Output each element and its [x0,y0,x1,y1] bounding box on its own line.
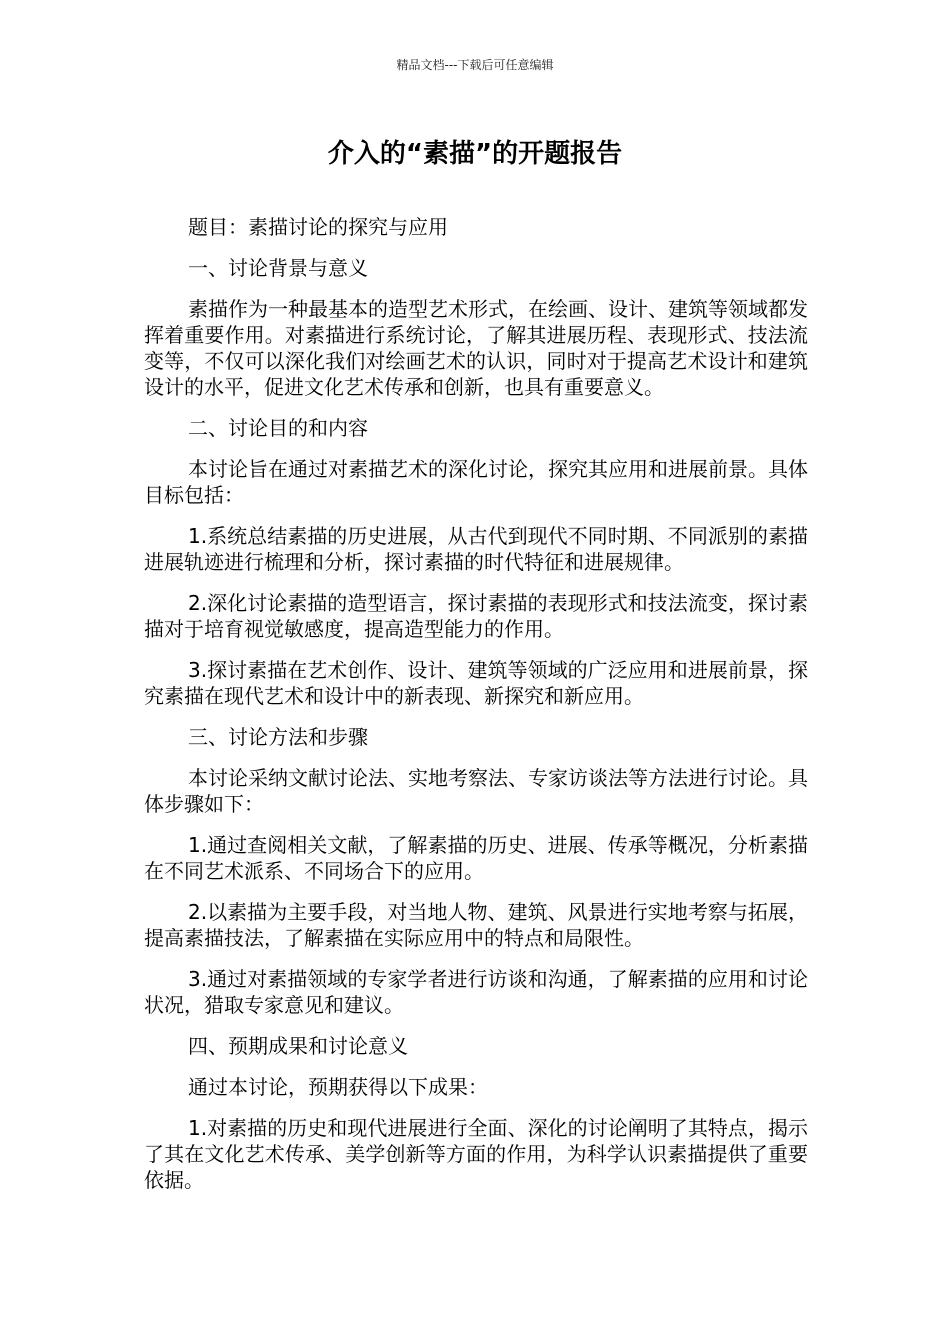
outcome-item-1: 1.对素描的历史和现代进展进行全面、深化的讨论阐明了其特点，揭示了其在文化艺术传承、美学创新等方面的作用，为科学认识素描提供了重要依据。 [144,1116,808,1192]
section-heading-methods: 三、讨论方法和步骤 [188,725,368,749]
section-heading-goals: 二、讨论目的和内容 [188,416,368,440]
topic-line: 题目：素描讨论的探究与应用 [188,215,448,239]
document-body [144,214,808,1208]
paragraph-goals-intro: 本讨论旨在通过对素描艺术的深化讨论，探究其应用和进展前景。具体目标包括： [144,457,808,507]
header-note: 精品文档---下载后可任意编辑 [396,58,554,72]
paragraph-background: 素描作为一种最基本的造型艺术形式，在绘画、设计、建筑等领域都发挥着重要作用。对素描进行系统讨论，了解其进展历程、表现形式、技法流变等，不仅可以深化我们对绘画艺术的认识，同时对于提高艺术设计和建筑设计的水平，促进文化艺术传承和创新，也具有重要意义。 [144,297,808,399]
paragraph-outcomes-intro: 通过本讨论，预期获得以下成果： [188,1075,488,1099]
paragraph-methods-intro: 本讨论采纳文献讨论法、实地考察法、专家访谈法等方法进行讨论。具体步骤如下： [144,766,808,816]
method-step-1: 1.通过查阅相关文献，了解素描的历史、进展、传承等概况，分析素描在不同艺术派系、不同场合下的应用。 [144,833,808,883]
goal-item-1: 1.系统总结素描的历史进展，从古代到现代不同时期、不同派别的素描进展轨迹进行梳理和分析，探讨素描的时代特征和进展规律。 [144,524,808,574]
goal-item-2: 2.深化讨论素描的造型语言，探讨素描的表现形式和技法流变，探讨素描对于培育视觉敏感度，提高造型能力的作用。 [144,591,808,641]
method-step-3: 3.通过对素描领域的专家学者进行访谈和沟通，了解素描的应用和讨论状况，猎取专家意见和建议。 [144,967,808,1017]
method-step-2: 2.以素描为主要手段，对当地人物、建筑、风景进行实地考察与拓展，提高素描技法，了解素描在实际应用中的特点和局限性。 [144,900,808,950]
section-heading-outcomes: 四、预期成果和讨论意义 [188,1034,408,1058]
goal-item-3: 3.探讨素描在艺术创作、设计、建筑等领域的广泛应用和进展前景，探究素描在现代艺术和设计中的新表现、新探究和新应用。 [144,658,808,708]
section-heading-background: 一、讨论背景与意义 [188,256,368,280]
document-title: 介入的“素描”的开题报告 [327,139,623,169]
